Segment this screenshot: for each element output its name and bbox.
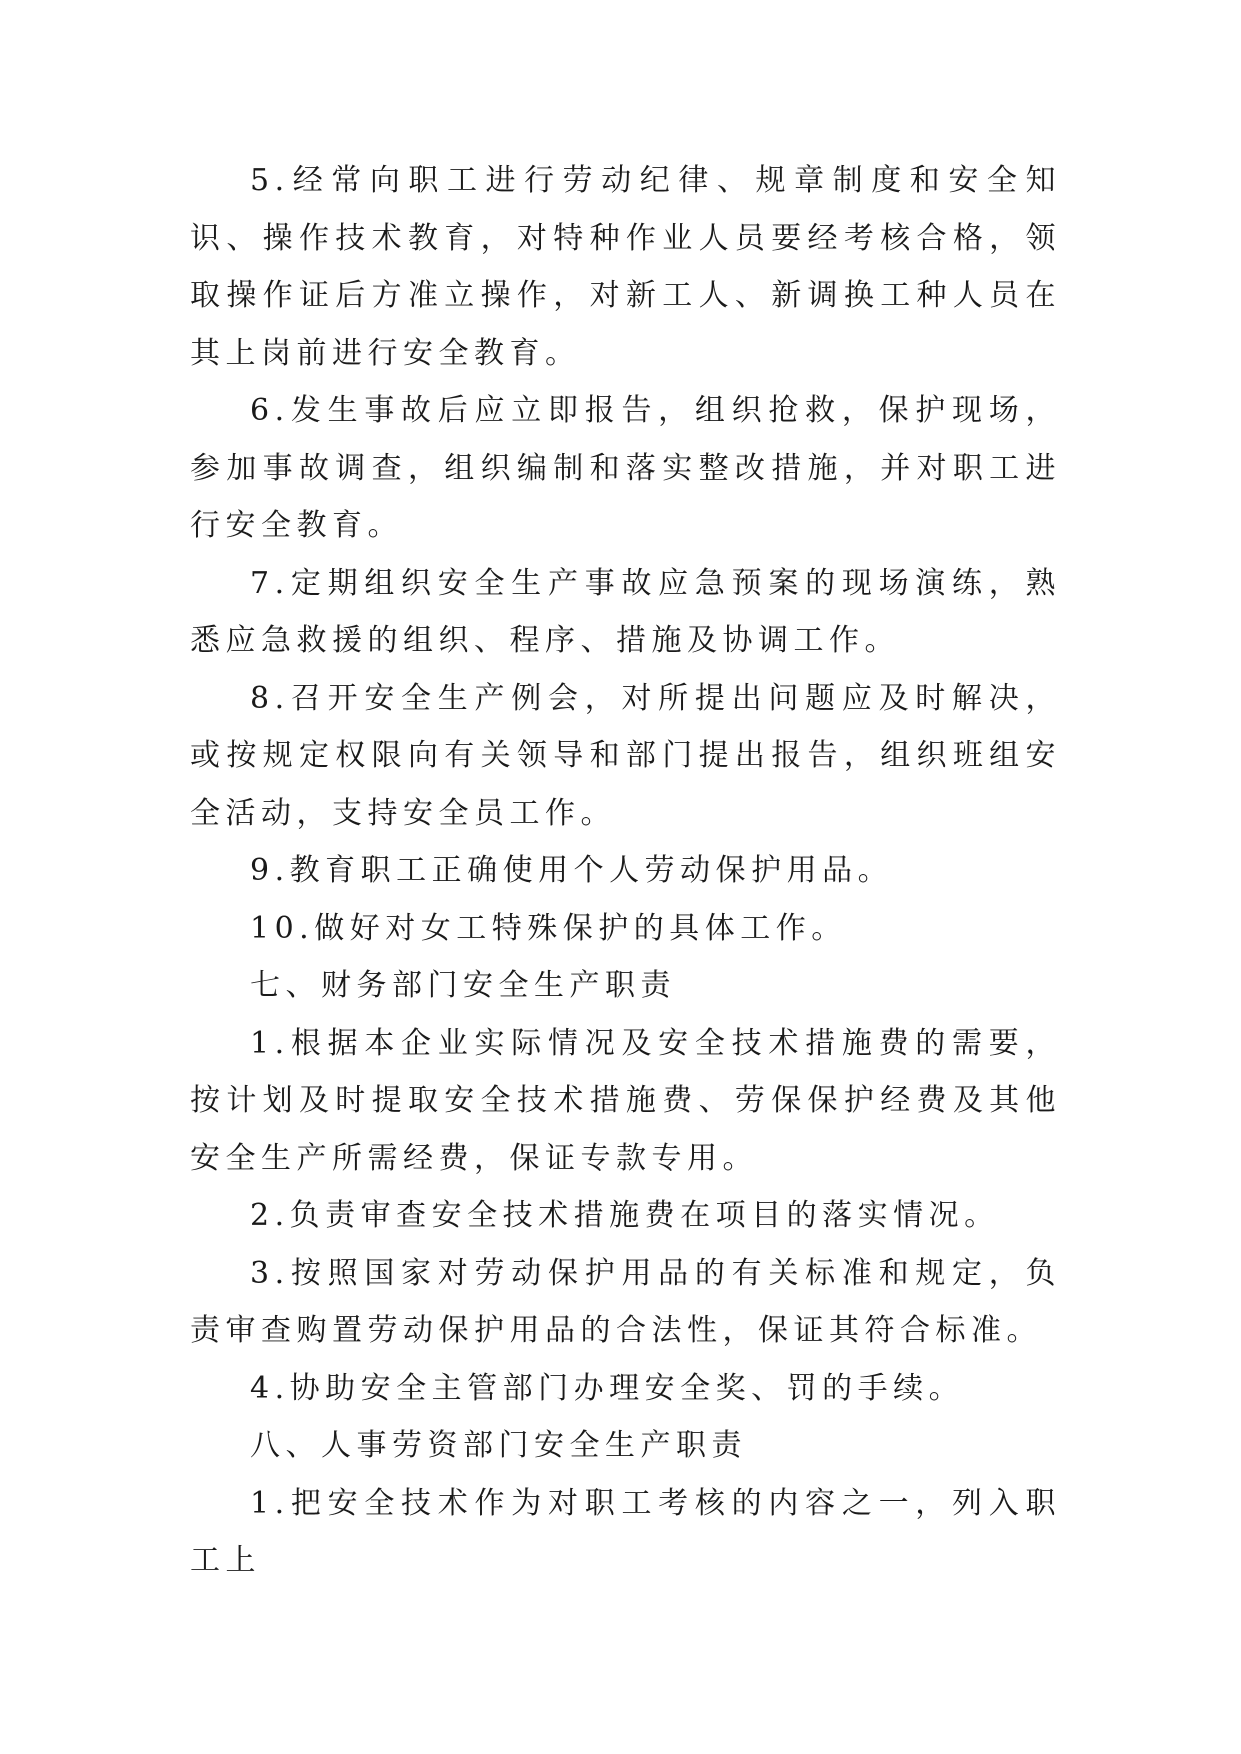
- paragraph-finance-2: 2.负责审查安全技术措施费在项目的落实情况。: [250, 1198, 1000, 1233]
- paragraph-item-8: 8.召开安全生产例会，对所提出问题应及时解决，或按规定权限向有关领导和部门提出报告，组织班组安全活动，支持安全员工作。: [190, 680, 1061, 831]
- paragraph-finance-1: 1.根据本企业实际情况及安全技术措施费的需要，按计划及时提取安全技术措施费、劳保保护经费及其他安全生产所需经费，保证专款专用。: [190, 1025, 1061, 1176]
- paragraph-item-5: 5.经常向职工进行劳动纪律、规章制度和安全知识、操作技术教育，对特种作业人员要经考核合格，领取操作证后方准立操作，对新工人、新调换工种人员在其上岗前进行安全教育。: [190, 163, 1061, 371]
- section-heading-finance: 七、财务部门安全生产职责: [250, 968, 676, 1003]
- paragraph-item-6: 6.发生事故后应立即报告，组织抢救，保护现场，参加事故调查，组织编制和落实整改措施，并对职工进行安全教育。: [190, 393, 1061, 543]
- paragraph-finance-3: 3.按照国家对劳动保护用品的有关标准和规定，负责审查购置劳动保护用品的合法性，保证其符合标准。: [190, 1255, 1061, 1348]
- paragraph-item-9: 9.教育职工正确使用个人劳动保护用品。: [250, 853, 894, 888]
- paragraph-item-7: 7.定期组织安全生产事故应急预案的现场演练，熟悉应急救援的组织、程序、措施及协调工作。: [190, 565, 1061, 658]
- section-heading-hr: 八、人事劳资部门安全生产职责: [250, 1428, 747, 1463]
- paragraph-finance-4: 4.协助安全主管部门办理安全奖、罚的手续。: [250, 1370, 965, 1406]
- paragraph-hr-1: 1.把安全技术作为对职工考核的内容之一，列入职工上: [190, 1485, 1061, 1578]
- paragraph-item-10: 10.做好对女工特殊保护的具体工作。: [250, 910, 847, 946]
